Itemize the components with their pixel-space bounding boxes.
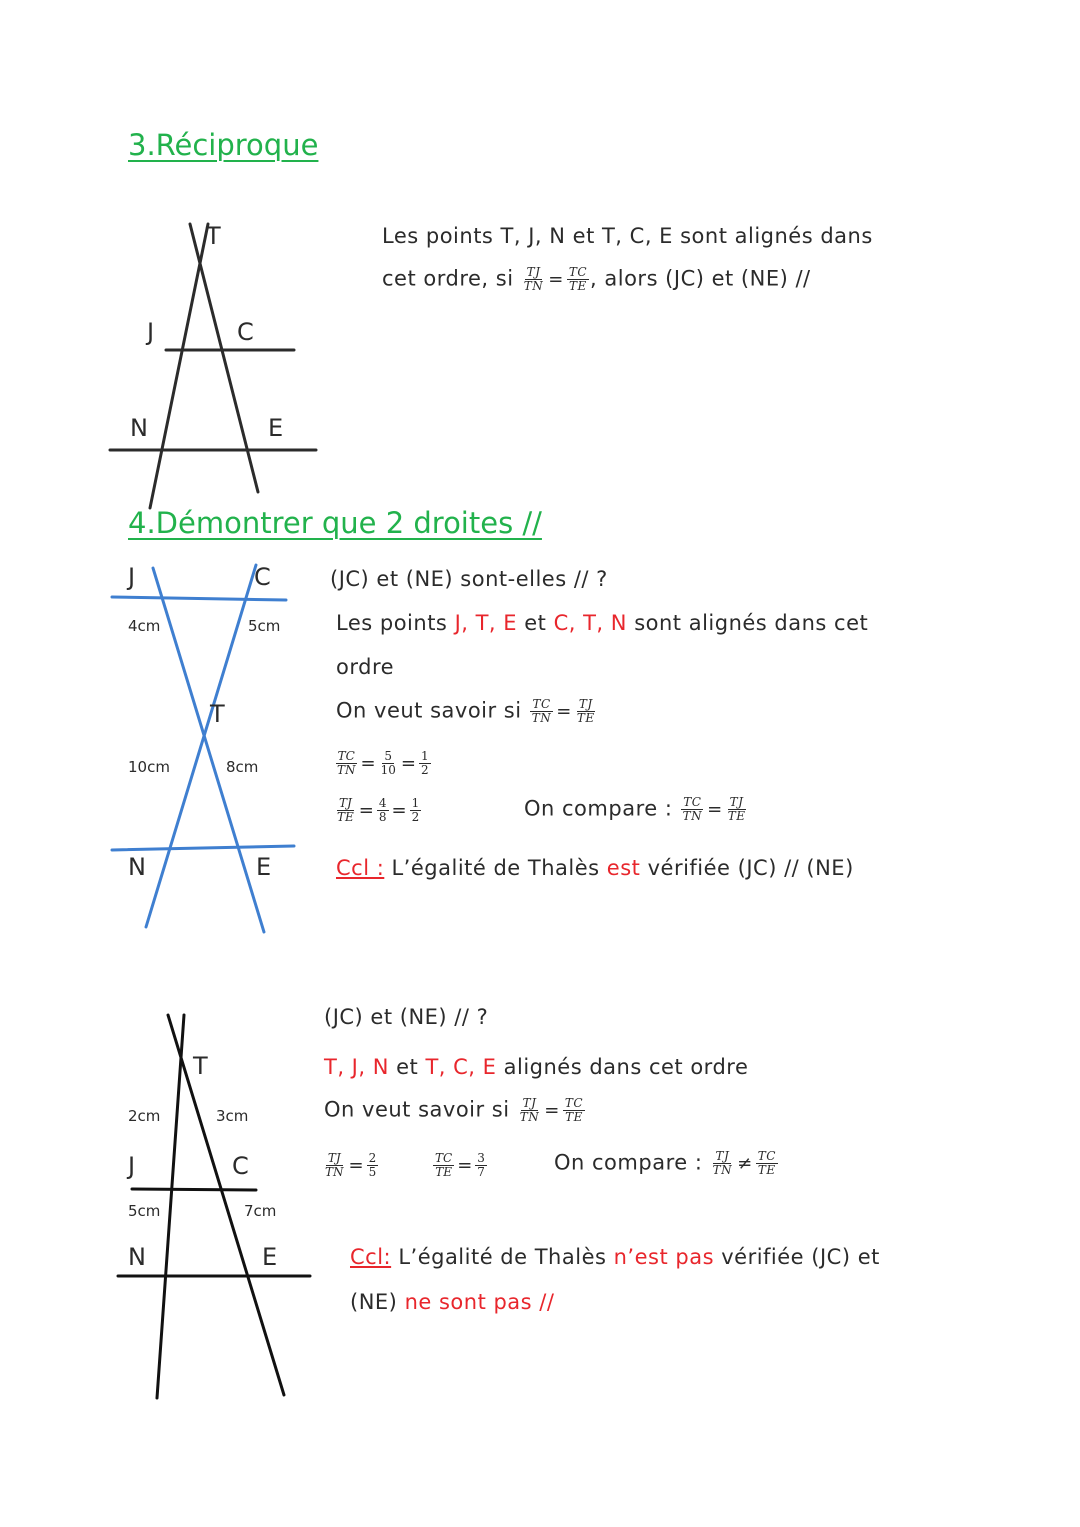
highlight-word: est [606, 856, 641, 880]
line-jc [112, 597, 286, 600]
example1-calc2 [334, 797, 422, 824]
section-3-heading: 3.Réciproque [128, 128, 319, 162]
point-label-n: N [128, 1243, 146, 1271]
denominator: TN [523, 279, 544, 293]
numerator: TC [564, 1096, 584, 1110]
text-fragment: et [524, 611, 547, 635]
numerator: TJ [715, 1149, 730, 1163]
text-fragment: et [396, 1055, 419, 1079]
points-tce: T, C, E [425, 1055, 497, 1079]
denominator: 8 [378, 810, 387, 824]
fraction [433, 1152, 454, 1179]
measure-label: 10cm [128, 758, 170, 776]
text-fragment: vérifiée (JC) // (NE) [647, 856, 854, 880]
line-tce [190, 224, 258, 492]
numerator: 3 [477, 1151, 485, 1165]
measure-label: 5cm [248, 617, 281, 635]
denominator: TN [712, 1163, 733, 1177]
text-fragment: vérifiée (JC) et [721, 1245, 880, 1269]
equals-sign: = [400, 753, 416, 774]
denominator: TE [337, 810, 354, 824]
point-label-n: N [130, 414, 148, 442]
equals-sign: = [707, 799, 723, 820]
example2-compare [554, 1150, 779, 1177]
fraction [530, 698, 554, 725]
text-fragment: L’égalité de Thalès [391, 856, 600, 880]
denominator: TN [337, 763, 356, 777]
numerator: TC [568, 265, 588, 279]
fraction [563, 1097, 585, 1124]
point-label-j: J [128, 563, 136, 591]
denominator: TE [727, 809, 746, 823]
example1-conclusion [336, 856, 854, 880]
numerator: TJ [522, 1096, 537, 1110]
text-fragment: , alors (JC) et (NE) // [590, 266, 811, 291]
fraction [518, 1097, 542, 1124]
equals-sign: = [544, 1100, 560, 1121]
point-label-j: J [128, 1152, 136, 1180]
point-label-e: E [262, 1243, 278, 1271]
fraction [726, 796, 748, 823]
example2-calc1 [322, 1152, 379, 1179]
fraction [711, 1150, 735, 1177]
reciproque-text-line1: Les points T, J, N et T, C, E sont alignés dans [382, 224, 873, 248]
point-label-e: E [268, 414, 284, 442]
example2-aligned-line [324, 1055, 748, 1079]
text-fragment: L’égalité de Thalès [398, 1245, 607, 1269]
example2-conclusion-line1 [350, 1245, 880, 1269]
point-label-t: T [193, 1052, 208, 1080]
points-ctn: C, T, N [553, 611, 627, 635]
fraction [367, 1152, 379, 1179]
example1-question: (JC) et (NE) sont-elles // ? [330, 567, 608, 591]
denominator: TN [519, 1110, 540, 1124]
numerator: TJ [526, 265, 541, 279]
equals-sign: = [391, 800, 407, 821]
example1-aligned-line [336, 611, 868, 635]
equals-sign: = [457, 1155, 473, 1176]
text-fragment: sont alignés dans cet [634, 611, 869, 635]
text-fragment: On veut savoir si [324, 1097, 510, 1122]
points-tjn: T, J, N [324, 1055, 389, 1079]
numerator: TJ [327, 1151, 341, 1165]
text-fragment: alignés dans cet ordre [503, 1055, 749, 1079]
highlight-word: ne sont pas // [404, 1290, 555, 1314]
example2-want [324, 1097, 586, 1124]
fraction [335, 750, 358, 777]
fraction-tj-tn [522, 266, 546, 293]
section-4-heading: 4.Démontrer que 2 droites // [128, 506, 542, 540]
equals-sign: = [358, 800, 374, 821]
equals-sign: = [348, 1155, 364, 1176]
equals-sign: = [548, 269, 564, 290]
fraction [377, 797, 389, 824]
text-fragment: On compare : [554, 1150, 703, 1175]
fraction [419, 750, 431, 777]
numerator: TC [532, 697, 551, 711]
numerator: 5 [384, 749, 393, 763]
example2-calc2 [432, 1152, 488, 1179]
text-fragment: cet ordre, si [382, 266, 514, 291]
denominator: 5 [368, 1165, 377, 1179]
equals-sign: = [556, 701, 572, 722]
denominator: TE [435, 1165, 452, 1179]
fraction [379, 750, 398, 777]
numerator: 2 [368, 1151, 377, 1165]
line-jc [132, 1189, 256, 1190]
point-label-c: C [254, 563, 271, 591]
denominator: TE [576, 711, 595, 725]
numerator: TC [337, 749, 355, 763]
denominator: TN [325, 1165, 344, 1179]
measure-label: 4cm [128, 617, 161, 635]
text-fragment: On veut savoir si [336, 698, 522, 723]
line-tjn [157, 1015, 184, 1398]
point-label-e: E [256, 853, 272, 881]
example2-conclusion-line2 [350, 1290, 554, 1314]
denominator: TN [682, 809, 703, 823]
fraction [475, 1152, 487, 1179]
fraction [756, 1150, 778, 1177]
point-label-t: T [206, 222, 221, 250]
point-label-n: N [128, 853, 146, 881]
highlight-word: n’est pas [613, 1245, 715, 1269]
numerator: 1 [411, 796, 420, 810]
numerator: TJ [578, 697, 593, 711]
numerator: TC [757, 1149, 776, 1163]
point-label-c: C [237, 318, 254, 346]
fraction-tc-te [567, 266, 589, 293]
example1-compare [524, 796, 748, 823]
line-ne [112, 846, 294, 850]
conclusion-label: Ccl : [336, 856, 385, 880]
figure-reciproque [110, 224, 316, 508]
denominator: TE [565, 1110, 583, 1124]
equals-sign: = [360, 753, 376, 774]
reciproque-text-line2 [382, 266, 811, 293]
point-label-c: C [232, 1152, 249, 1180]
denominator: 2 [420, 763, 429, 777]
example2-question: (JC) et (NE) // ? [324, 1005, 489, 1029]
line-ctn [146, 565, 259, 927]
text-fragment: Les points [336, 611, 448, 635]
numerator: TC [683, 795, 702, 809]
example1-want [336, 698, 598, 725]
denominator: 10 [380, 763, 396, 777]
point-label-t: T [210, 700, 225, 728]
numerator: TC [435, 1151, 453, 1165]
fraction [335, 797, 356, 824]
denominator: 2 [411, 810, 420, 824]
text-fragment: On compare : [524, 796, 673, 821]
fraction [410, 797, 422, 824]
points-jte: J, T, E [454, 611, 518, 635]
numerator: 1 [420, 749, 429, 763]
denominator: TE [569, 279, 587, 293]
denominator: 7 [477, 1165, 485, 1179]
example1-calc1 [334, 750, 432, 777]
measure-label: 7cm [244, 1202, 277, 1220]
numerator: 4 [378, 796, 387, 810]
measure-label: 5cm [128, 1202, 161, 1220]
fraction [681, 796, 705, 823]
numerator: TJ [729, 795, 744, 809]
denominator: TE [757, 1163, 776, 1177]
not-equal-sign: ≠ [737, 1153, 753, 1174]
point-label-j: J [147, 318, 155, 346]
numerator: TJ [338, 796, 352, 810]
measure-label: 3cm [216, 1107, 249, 1125]
measure-label: 2cm [128, 1107, 161, 1125]
fraction [323, 1152, 346, 1179]
conclusion-label: Ccl: [350, 1245, 392, 1269]
text-fragment: (NE) [350, 1290, 398, 1314]
denominator: TN [531, 711, 552, 725]
measure-label: 8cm [226, 758, 259, 776]
example1-aligned-line2: ordre [336, 655, 395, 679]
fraction [575, 698, 597, 725]
